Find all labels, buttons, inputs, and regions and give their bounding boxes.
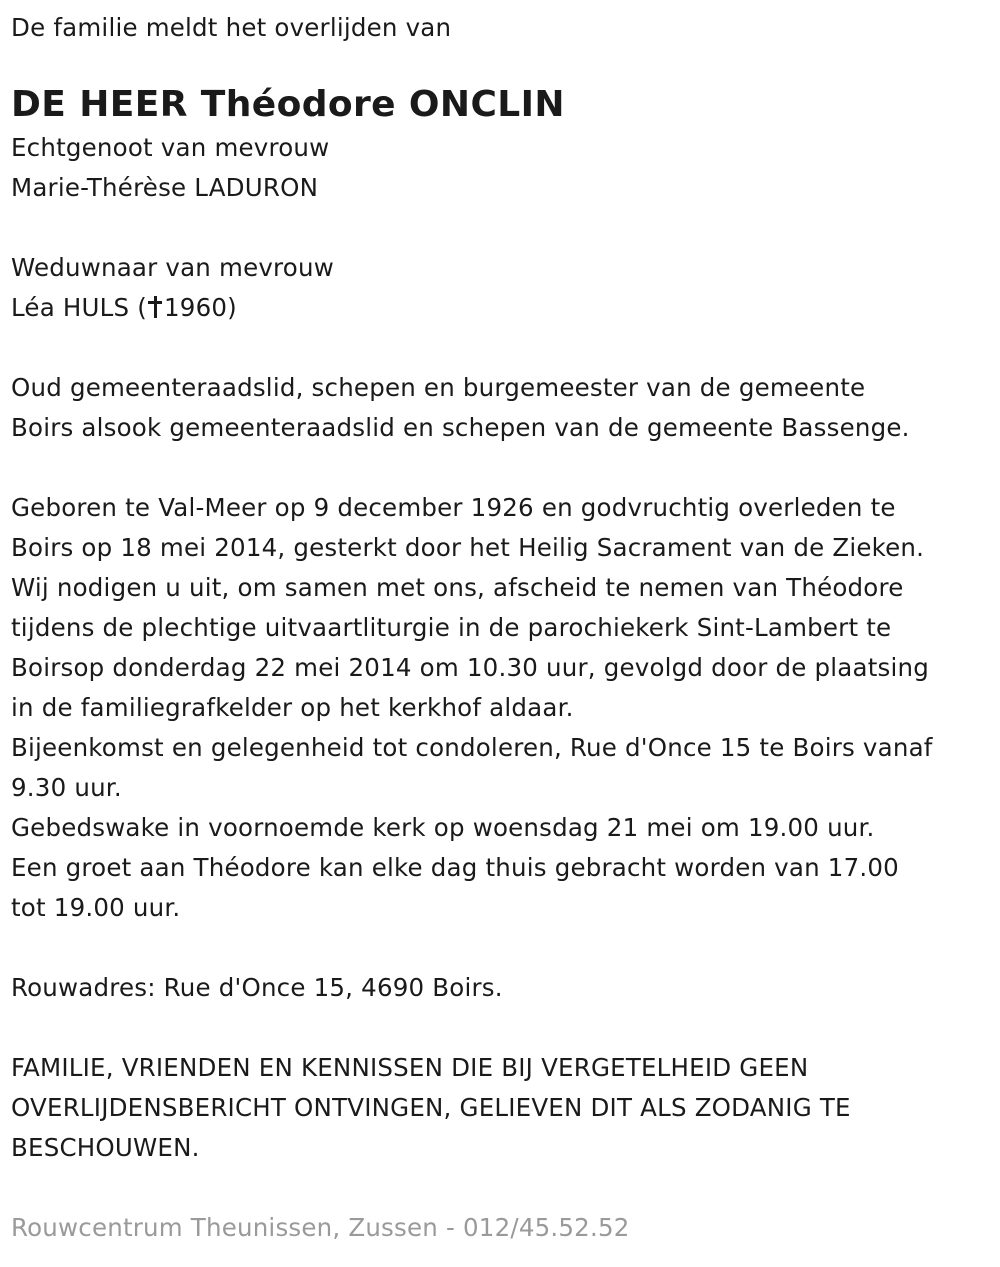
widower-name: Léa HULS (: [11, 293, 147, 322]
spacer: [11, 328, 996, 368]
mourning-address: Rouwadres: Rue d'Once 15, 4690 Boirs.: [11, 973, 503, 1002]
notice-line: OVERLIJDENSBERICHT ONTVINGEN, GELIEVEN DIT ALS ZODANIG TE: [11, 1093, 851, 1122]
details-line: Boirs op 18 mei 2014, gesterkt door het Heilig Sacrament van de Zieken.: [11, 533, 925, 562]
career-block: [11, 368, 996, 448]
details-line: Bijeenkomst en gelegenheid tot condoleren, Rue d'Once 15 te Boirs vanaf: [11, 733, 933, 762]
spouse-line-1: Echtgenoot van mevrouw: [11, 133, 330, 162]
details-line: Een groet aan Théodore kan elke dag thuis gebracht worden van 17.00: [11, 853, 899, 882]
deceased-name: DE HEER Théodore ONCLIN: [11, 84, 565, 125]
funeral-home-footer: Rouwcentrum Theunissen, Zussen - 012/45.52.52: [11, 1213, 630, 1242]
details-line: Boirsop donderdag 22 mei 2014 om 10.30 uur, gevolgd door de plaatsing: [11, 653, 929, 682]
spacer: [11, 448, 996, 488]
intro-text: De familie meldt het overlijden van: [11, 13, 452, 42]
details-line: 9.30 uur.: [11, 773, 122, 802]
notice-line: BESCHOUWEN.: [11, 1133, 200, 1162]
spacer: [11, 208, 996, 248]
spacer: [11, 1168, 996, 1208]
spouse-block: [11, 128, 996, 208]
cross-icon: [148, 296, 162, 318]
career-line: Oud gemeenteraadslid, schepen en burgemeester van de gemeente: [11, 373, 866, 402]
notice-line: FAMILIE, VRIENDEN EN KENNISSEN DIE BIJ VERGETELHEID GEEN: [11, 1053, 809, 1082]
details-line: in de familiegrafkelder op het kerkhof aldaar.: [11, 693, 574, 722]
widower-block: [11, 248, 996, 328]
widower-death-year: 1960): [164, 293, 237, 322]
details-line: Gebedswake in voornoemde kerk op woensdag 21 mei om 19.00 uur.: [11, 813, 875, 842]
details-line: Geboren te Val-Meer op 9 december 1926 en godvruchtig overleden te: [11, 493, 896, 522]
obituary-notice: [11, 8, 996, 1248]
notice-block: [11, 1048, 996, 1168]
spacer: [11, 1008, 996, 1048]
details-line: tijdens de plechtige uitvaartliturgie in de parochiekerk Sint-Lambert te: [11, 613, 892, 642]
widower-line-1: Weduwnaar van mevrouw: [11, 253, 334, 282]
career-line: Boirs alsook gemeenteraadslid en schepen van de gemeente Bassenge.: [11, 413, 910, 442]
details-line: Wij nodigen u uit, om samen met ons, afscheid te nemen van Théodore: [11, 573, 904, 602]
widower-line-2: [11, 288, 996, 328]
details-line: tot 19.00 uur.: [11, 893, 181, 922]
spacer: [11, 928, 996, 968]
details-block: [11, 488, 996, 928]
spouse-line-2: Marie-Thérèse LADURON: [11, 173, 319, 202]
